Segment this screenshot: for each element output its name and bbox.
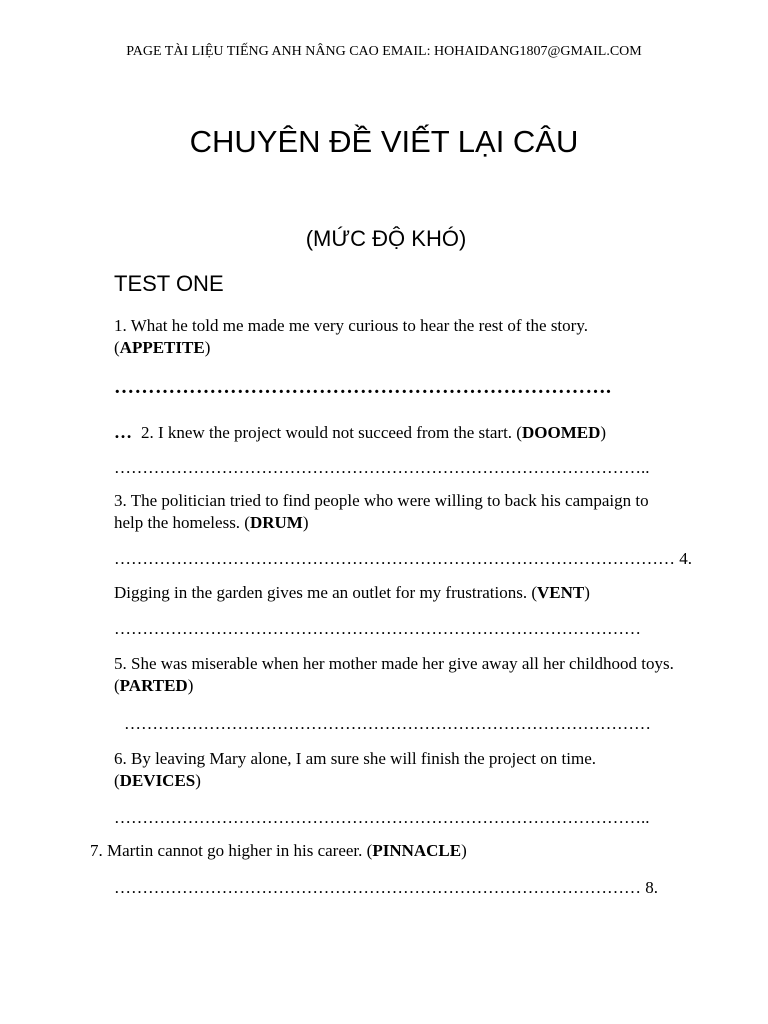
- question-3-text-cont: help the homeless. (: [114, 513, 250, 532]
- close-paren: ): [195, 771, 201, 790]
- question-3-text: 3. The politician tried to find people who were willing to back his campaign to: [114, 491, 649, 510]
- question-7-keyword: PINNACLE: [372, 841, 462, 860]
- question-5: [114, 653, 674, 697]
- question-2-text: 2. I knew the project would not succeed from the start. (: [141, 423, 522, 442]
- close-paren: ): [204, 338, 211, 357]
- answer-line-3-dots: ………………………………………………………………………………………: [114, 549, 675, 568]
- question-2-keyword: DOOMED: [521, 423, 601, 442]
- open-paren: (: [114, 771, 120, 790]
- close-paren: ): [187, 676, 194, 695]
- question-1-keyword: APPETITE: [119, 338, 205, 357]
- document-subtitle: (MỨC ĐỘ KHÓ): [305, 226, 467, 251]
- open-paren: (: [114, 676, 120, 695]
- close-paren: ): [461, 841, 467, 860]
- answer-line-2: …………………………………………………………………………………..: [114, 458, 650, 477]
- question-6: [114, 748, 596, 792]
- question-2: [114, 421, 606, 444]
- answer-line-3: [114, 548, 692, 570]
- close-paren: ): [584, 583, 590, 602]
- answer-line-1-continuation: …: [114, 422, 133, 442]
- question-1: [114, 315, 588, 359]
- question-8-number: 8.: [645, 878, 658, 897]
- question-6-text: 6. By leaving Mary alone, I am sure she will finish the project on time.: [114, 749, 597, 768]
- question-3: [114, 490, 649, 534]
- question-6-keyword: DEVICES: [119, 771, 196, 790]
- close-paren: ): [302, 513, 309, 532]
- answer-line-6: …………………………………………………………………………………..: [114, 808, 650, 827]
- question-7-text: 7. Martin cannot go higher in his career. (: [90, 841, 373, 860]
- answer-line-5: …………………………………………………………………………………: [124, 714, 651, 733]
- answer-line-1: ……………………………………………………………….: [114, 376, 612, 398]
- question-5-text: 5. She was miserable when her mother made her give away all her childhood toys.: [114, 654, 674, 673]
- question-4-text: Digging in the garden gives me an outlet for my frustrations. (: [114, 583, 538, 602]
- page-header: PAGE TÀI LIỆU TIẾNG ANH NÂNG CAO EMAIL: HOHAIDANG1807@GMAIL.COM: [126, 44, 642, 59]
- document-title: CHUYÊN ĐỀ VIẾT LẠI CÂU: [189, 124, 579, 159]
- question-5-keyword: PARTED: [119, 676, 188, 695]
- question-4: [114, 582, 590, 604]
- answer-line-7: [114, 877, 658, 899]
- answer-line-4: …………………………………………………………………………………: [114, 619, 641, 638]
- answer-line-7-dots: …………………………………………………………………………………: [114, 878, 641, 897]
- test-heading: TEST ONE: [114, 271, 224, 296]
- question-4-number: 4.: [679, 549, 692, 568]
- open-paren: (: [114, 338, 120, 357]
- question-7: [90, 840, 467, 862]
- question-4-keyword: VENT: [537, 583, 585, 602]
- question-3-keyword: DRUM: [249, 513, 303, 532]
- question-1-text: 1. What he told me made me very curious to hear the rest of the story.: [114, 316, 588, 335]
- close-paren: ): [600, 423, 607, 442]
